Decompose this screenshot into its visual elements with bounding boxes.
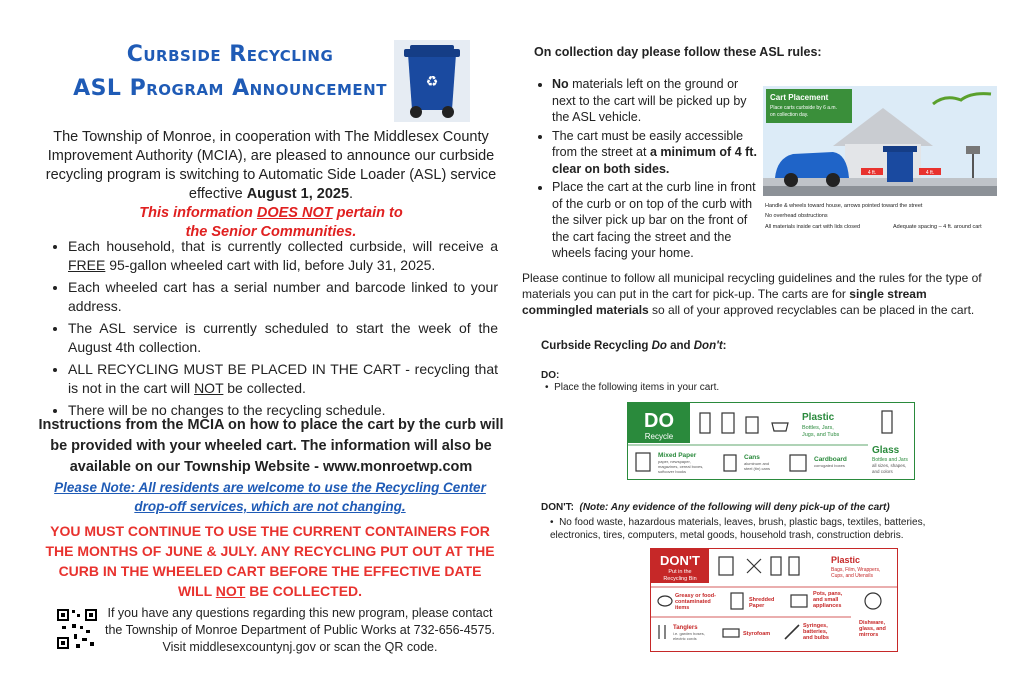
svg-text:contaminated: contaminated <box>675 599 711 605</box>
svg-text:Adequate spacing – 4 ft. aroun: Adequate spacing – 4 ft. around cart <box>893 224 982 230</box>
svg-text:Bottles and Jars: Bottles and Jars <box>872 457 908 463</box>
svg-text:DON'T: DON'T <box>660 553 700 568</box>
dont-recycle-graphic <box>650 548 898 652</box>
svg-text:all sizes, shapes,: all sizes, shapes, <box>872 463 907 468</box>
svg-text:magazines, cereal boxes,: magazines, cereal boxes, <box>658 464 704 469</box>
svg-text:Shredded: Shredded <box>749 597 775 603</box>
svg-text:mirrors: mirrors <box>859 632 879 638</box>
effective-date: August 1, 2025 <box>246 186 350 202</box>
svg-text:glass, and: glass, and <box>859 626 886 632</box>
svg-text:and bulbs: and bulbs <box>803 635 829 641</box>
svg-text:paper, newspaper,: paper, newspaper, <box>658 459 691 464</box>
dont-label: DON'T: (Note: Any evidence of the following will deny pick-up of the cart) <box>541 502 890 513</box>
warning-text: YOU MUST CONTINUE TO USE THE CURRENT CONTAINERS FOR THE MONTHS OF JUNE & JULY. ANY RECYCLING PUT OUT AT THE CURB IN THE WHEELED CART BEFORE THE EFFECTIVE DATE WILL NOT BE COLLECTED. <box>45 523 495 599</box>
dont-text: • No food waste, hazardous materials, leaves, brush, plastic bags, textiles, batteries, electronics, tires, computers, metal goods, household trash, construction debris. <box>550 517 926 541</box>
list-item: • No materials left on the ground or next to the cart will be picked up by the ASL vehicle. <box>552 76 761 126</box>
svg-text:and colors: and colors <box>872 469 893 474</box>
title-line-2: ASL Program Announcement <box>73 76 387 101</box>
cart-placement-illustration <box>763 86 997 236</box>
list-item: • Place the cart at the curb line in front of the curb or on top of the curb with the silver pick up bar on the front of the cart facing the street and the wheels facing your home. <box>552 179 761 262</box>
svg-text:i.e. garden hoses,: i.e. garden hoses, <box>673 631 705 636</box>
program-bullets <box>52 237 498 423</box>
svg-text:Cart Placement: Cart Placement <box>770 93 829 102</box>
svg-text:Jugs, and Tubs: Jugs, and Tubs <box>802 432 840 438</box>
svg-text:on collection day.: on collection day. <box>770 112 809 118</box>
svg-text:Bottles, Jars,: Bottles, Jars, <box>802 425 834 431</box>
svg-text:No overhead obstructions: No overhead obstructions <box>765 213 828 219</box>
dont-note: (Note: Any evidence of the following will deny pick-up of the cart) <box>579 502 890 513</box>
svg-text:♻: ♻ <box>425 74 439 90</box>
list-item: • ALL RECYCLING MUST BE PLACED IN THE CART - recycling that is not in the cart will NOT be collected. <box>68 360 498 398</box>
svg-text:and small: and small <box>813 597 839 603</box>
svg-text:Put in the: Put in the <box>668 569 692 575</box>
svg-text:Cups, and Utensils: Cups, and Utensils <box>831 573 873 579</box>
svg-text:Cardboard: Cardboard <box>814 456 847 463</box>
guidelines-paragraph: Please continue to follow all municipal recycling guidelines and the rules for the type of materials you can put in the cart for pick-up. The carts are for single stream commingled materials so all of your approved recyclables can be placed in the cart. <box>522 271 982 317</box>
list-item: • Each household, that is currently collected curbside, will receive a FREE 95-gallon wheeled cart with lid, before July 31, 2025. <box>68 237 498 275</box>
instructions-text: Instructions from the MCIA on how to place the cart by the curb will be provided with your wheeled cart. The information will also be available on our Township Website - www.monroetwp.com <box>38 417 504 475</box>
svg-text:Greasy or food-: Greasy or food- <box>675 593 716 599</box>
svg-text:DO: DO <box>644 410 674 432</box>
svg-text:Bags, Film, Wrappers,: Bags, Film, Wrappers, <box>831 567 881 573</box>
svg-text:corrugated boxes: corrugated boxes <box>814 463 845 468</box>
asl-rules-heading: On collection day please follow these ASL rules: <box>534 45 822 59</box>
list-item: • The cart must be easily accessible from the street at a minimum of 4 ft. clear on both sides. <box>552 128 761 178</box>
svg-text:Place carts curbside by 6 a.m.: Place carts curbside by 6 a.m. <box>770 105 837 111</box>
svg-text:Pots, pans,: Pots, pans, <box>813 591 843 597</box>
svg-text:Plastic: Plastic <box>802 412 835 423</box>
contact-info: If you have any questions regarding this new program, please contact the Township of Monroe Department of Public Works at 732-656-4575. Visit middlesexcountynj.gov or scan the QR code. <box>104 606 496 654</box>
intro-paragraph: The Township of Monroe, in cooperation with The Middlesex County Improvement Authority (MCIA), are pleased to announce our curbside recycling program is switching to Automatic Side Loader (ASL) service effective August 1, 2025. This information DOES NOT pertain to the Senior Communities. <box>45 129 497 240</box>
svg-text:Plastic: Plastic <box>831 555 861 565</box>
svg-text:aluminum and: aluminum and <box>744 461 770 466</box>
svg-text:Paper: Paper <box>749 603 765 609</box>
do-dont-heading: Curbside Recycling Do and Don't: <box>541 340 727 352</box>
qr-code-icon[interactable] <box>56 608 98 650</box>
svg-text:Glass: Glass <box>872 445 900 456</box>
svg-text:Mixed Paper: Mixed Paper <box>658 452 697 459</box>
svg-text:electric cords: electric cords <box>673 636 697 641</box>
svg-text:items: items <box>675 605 690 611</box>
do-text: • Place the following items in your cart. <box>545 382 720 393</box>
svg-text:All materials inside cart with: All materials inside cart with lids closed <box>765 224 861 230</box>
recycling-center-note: Please Note: All residents are welcome to use the Recycling Center drop-off services, which are not changing. <box>54 480 486 514</box>
svg-text:steel (tin) cans: steel (tin) cans <box>744 466 771 471</box>
svg-text:Syringes,: Syringes, <box>803 623 828 629</box>
svg-text:Styrofoam: Styrofoam <box>743 631 771 637</box>
asl-rules-list <box>536 76 761 264</box>
svg-text:Tanglers: Tanglers <box>673 625 698 631</box>
svg-text:softcover books: softcover books <box>658 469 687 474</box>
svg-text:Recycle: Recycle <box>644 432 674 441</box>
svg-text:appliances: appliances <box>813 603 842 609</box>
svg-text:Cans: Cans <box>744 454 760 461</box>
svg-text:4 ft.: 4 ft. <box>867 170 877 176</box>
svg-text:Recycling Bin: Recycling Bin <box>663 576 697 582</box>
list-item: • Each wheeled cart has a serial number and barcode linked to your address. <box>68 278 498 316</box>
recycling-cart-image <box>394 40 470 122</box>
svg-text:Handle & wheels toward house,: Handle & wheels toward house, arrows pointed toward the street <box>765 203 923 209</box>
svg-text:4 ft.: 4 ft. <box>925 170 935 176</box>
title-line-1: Curbside Recycling <box>126 42 334 67</box>
list-item: • The ASL service is currently scheduled to start the week of the August 4th collection. <box>68 319 498 357</box>
list-item: • There will be no changes to the recycling schedule. <box>68 401 498 420</box>
svg-text:Dishware,: Dishware, <box>859 620 885 626</box>
senior-notice: This information DOES NOT pertain to the Senior Communities. <box>139 205 403 240</box>
do-recycle-graphic <box>627 402 915 480</box>
do-label: DO: <box>541 370 560 381</box>
svg-text:batteries,: batteries, <box>803 629 828 635</box>
